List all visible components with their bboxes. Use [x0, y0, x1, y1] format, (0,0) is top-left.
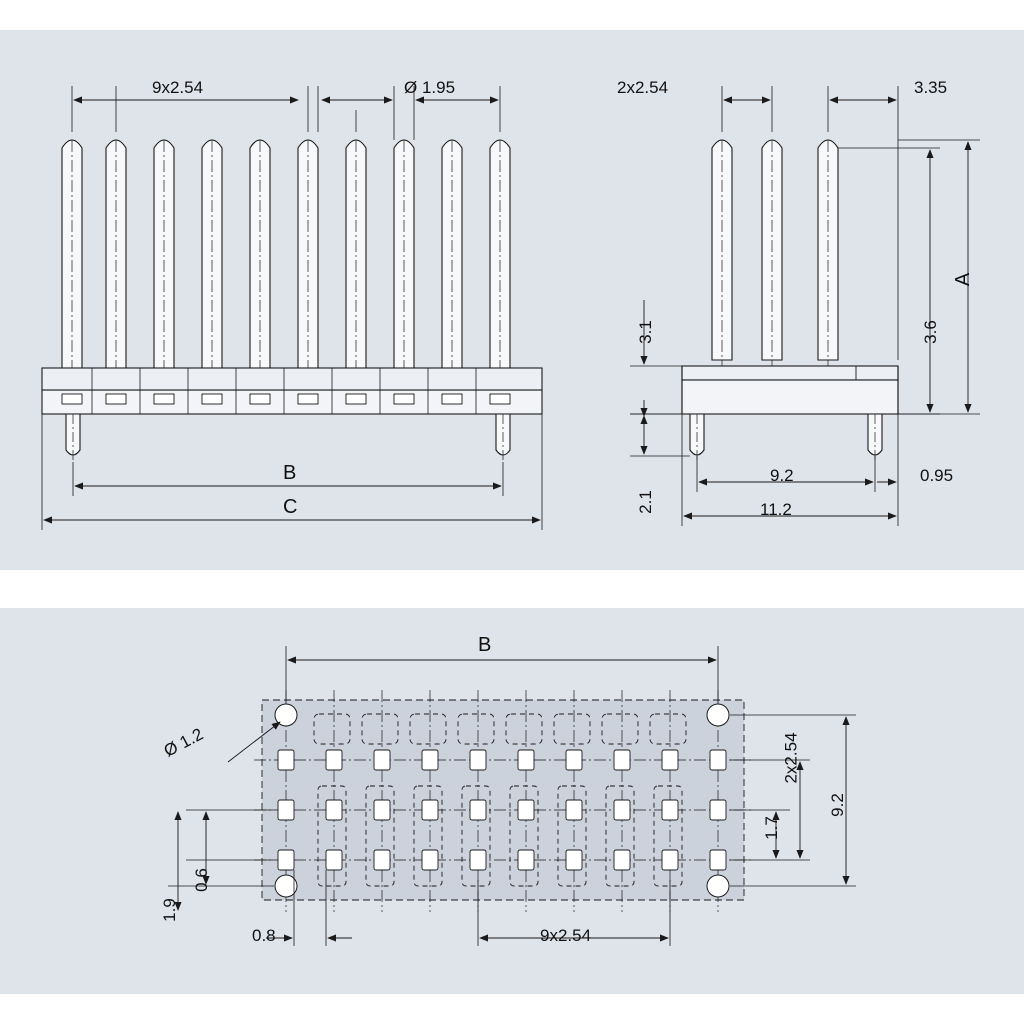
dim-front-c: C [283, 496, 298, 518]
bottom-panel-background [0, 608, 1024, 994]
dim-footprint-pitch: 9x2.54 [540, 926, 592, 945]
dim-footprint-9-2: 9.2 [827, 793, 847, 817]
dim-footprint-1-9: 1.9 [159, 898, 179, 922]
dim-footprint-row-pitch: 2x2.54 [781, 732, 801, 784]
dim-side-width-9-2: 9.2 [770, 466, 794, 485]
dim-side-height-a: A [952, 272, 975, 287]
dim-footprint-1-7: 1.7 [761, 816, 781, 840]
top-panel-background [0, 30, 1024, 570]
dim-side-width-11-2: 11.2 [760, 500, 792, 519]
dim-footprint-0-6: 0.6 [191, 868, 211, 892]
dim-footprint-b: B [478, 634, 492, 656]
dim-footprint-0-8: 0.8 [252, 926, 276, 945]
dim-side-width-0-95: 0.95 [920, 466, 954, 485]
dim-side-row-pitch: 2x2.54 [617, 78, 669, 97]
dim-side-height-3-6: 3.6 [920, 320, 940, 344]
dim-front-b: B [283, 462, 297, 484]
dim-front-pitch: 9x2.54 [152, 78, 204, 97]
dim-side-height-2-1: 2.1 [635, 490, 655, 514]
dim-footprint-hole-diameter: Ø 1.2 [160, 724, 207, 761]
dim-side-top-offset: 3.35 [914, 78, 948, 97]
dim-side-height-3-1: 3.1 [635, 320, 655, 344]
dim-front-pin-diameter: Ø 1.95 [404, 78, 456, 97]
